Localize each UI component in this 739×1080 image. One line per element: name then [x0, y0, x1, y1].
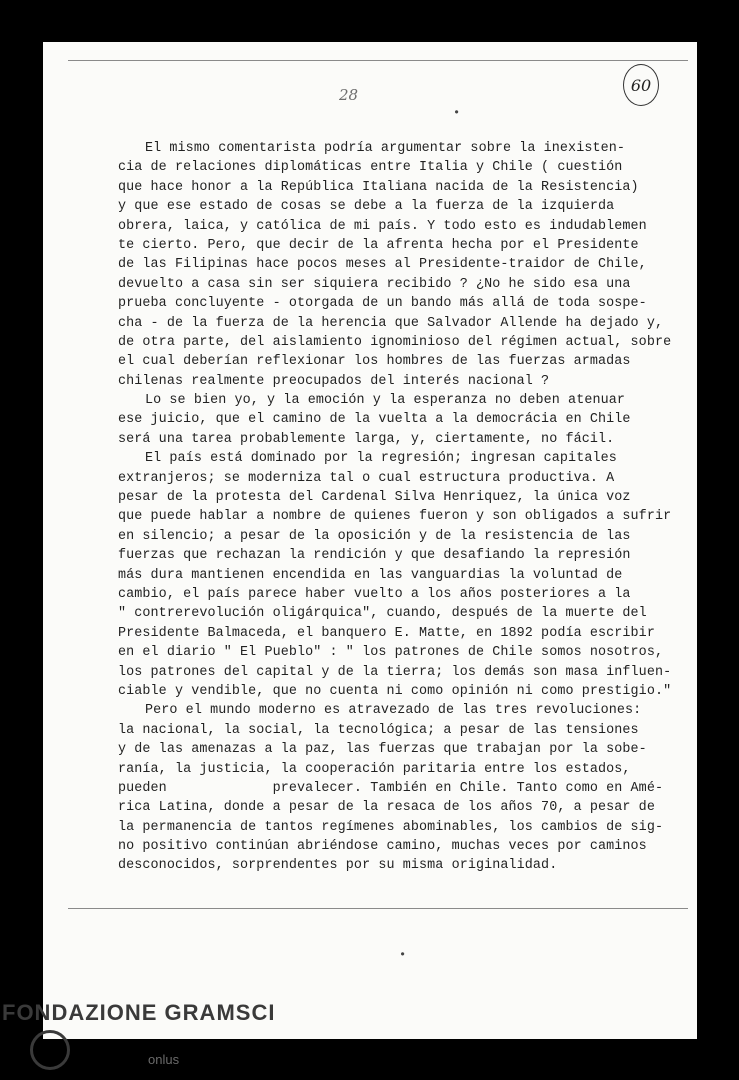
watermark-subtitle: onlus — [148, 1052, 180, 1067]
gramsci-logo-icon — [30, 1030, 70, 1070]
text-line: cambio, el país parece haber vuelto a los años posteriores a la — [118, 586, 631, 602]
text-line: " contrerevolución oligárquica", cuando, después de la muerte del — [118, 606, 647, 622]
text-line: de otra parte, del aislamiento ignominioso del régimen actual, sobre — [118, 334, 672, 350]
text-line: extranjeros; se moderniza tal o cual estructura productiva. A — [118, 470, 615, 486]
text-line: los patrones del capital y de la tierra; los demás son masa influen- — [118, 664, 672, 680]
text-line: será una tarea probablemente larga, y, ciertamente, no fácil. — [118, 431, 615, 447]
text-line: Lo se bien yo, y la emoción y la esperanza no deben atenuar — [145, 393, 626, 409]
text-line: desconocidos, sorprendentes por su misma originalidad. — [118, 858, 558, 874]
text-line: El país está dominado por la regresión; ingresan capitales — [145, 451, 617, 467]
text-line: ese juicio, que el camino de la vuelta a la democrácia en Chile — [118, 412, 631, 428]
text-line: y de las amenazas a la paz, las fuerzas que trabajan por la sobe- — [118, 742, 647, 758]
text-line: El mismo comentarista podría argumentar sobre la inexisten- — [145, 141, 626, 156]
text-line: más dura mantienen encendida en las vanguardias la voluntad de — [118, 567, 623, 583]
text-line: rica Latina, donde a pesar de la resaca de los años 70, a pesar de — [118, 800, 655, 816]
text-line: no positivo continúan abriéndose camino, muchas veces por caminos — [118, 839, 647, 855]
text-line: pueden prevalecer. También en Chile. Tanto como en Amé- — [118, 780, 664, 796]
page-number: 28 — [339, 86, 359, 104]
text-line: en el diario " El Pueblo" : " los patrones de Chile somos nosotros, — [118, 645, 664, 661]
text-line: chilenas realmente preocupados del interés nacional ? — [118, 373, 550, 389]
stray-mark: • — [399, 948, 407, 962]
text-line: ciable y vendible, que no cuenta ni como opinión ni como prestigio." — [118, 683, 672, 699]
text-line: que hace honor a la República Italiana nacida de la Resistencia) — [118, 179, 639, 195]
document-body — [69, 139, 672, 876]
top-rule — [68, 60, 688, 61]
archive-number-circled: 60 — [623, 64, 659, 106]
text-line: ranía, la justicia, la cooperación paritaria entre los estados, — [118, 761, 631, 777]
bottom-rule — [68, 908, 688, 909]
text-line: en silencio; a pesar de la oposición y de la resistencia de las — [118, 528, 631, 544]
text-line: y que ese estado de cosas se debe a la fuerza de la izquierda — [118, 199, 615, 215]
text-line: obrera, laica, y católica de mi país. Y todo esto es indudablemen — [118, 218, 647, 234]
text-line: Presidente Balmaceda, el banquero E. Matte, en 1892 podía escribir — [118, 625, 655, 641]
fondazione-gramsci-watermark — [2, 1000, 276, 1067]
text-line: que puede hablar a nombre de quienes fueron y son obligados a sufrir — [118, 509, 672, 525]
text-line: cha - de la fuerza de la herencia que Salvador Allende ha dejado y, — [118, 315, 664, 331]
watermark-title: FONDAZIONE GRAMSCI — [2, 1000, 276, 1025]
text-line: pesar de la protesta del Cardenal Silva Henriquez, la única voz — [118, 490, 631, 506]
text-line: cia de relaciones diplomáticas entre Italia y Chile ( cuestión — [118, 160, 623, 176]
stray-mark: • — [453, 106, 461, 120]
text-line: te cierto. Pero, que decir de la afrenta hecha por el Presidente — [118, 237, 639, 253]
text-line: la permanencia de tantos regímenes abominables, los cambios de sig- — [118, 819, 664, 835]
document-page — [43, 42, 697, 1039]
text-line: prueba concluyente - otorgada de un bando más allá de toda sospe- — [118, 296, 647, 312]
text-line: la nacional, la social, la tecnológica; a pesar de las tensiones — [118, 722, 639, 738]
text-line: el cual deberían reflexionar los hombres de las fuerzas armadas — [118, 354, 631, 370]
text-line: de las Filipinas hace pocos meses al Presidente-traidor de Chile, — [118, 257, 647, 273]
text-line: Pero el mundo moderno es atravezado de las tres revoluciones: — [145, 703, 642, 719]
text-line: devuelto a casa sin ser siquiera recibido ? ¿No he sido esa una — [118, 276, 631, 292]
text-line: fuerzas que rechazan la rendición y que desafiando la represión — [118, 548, 631, 564]
